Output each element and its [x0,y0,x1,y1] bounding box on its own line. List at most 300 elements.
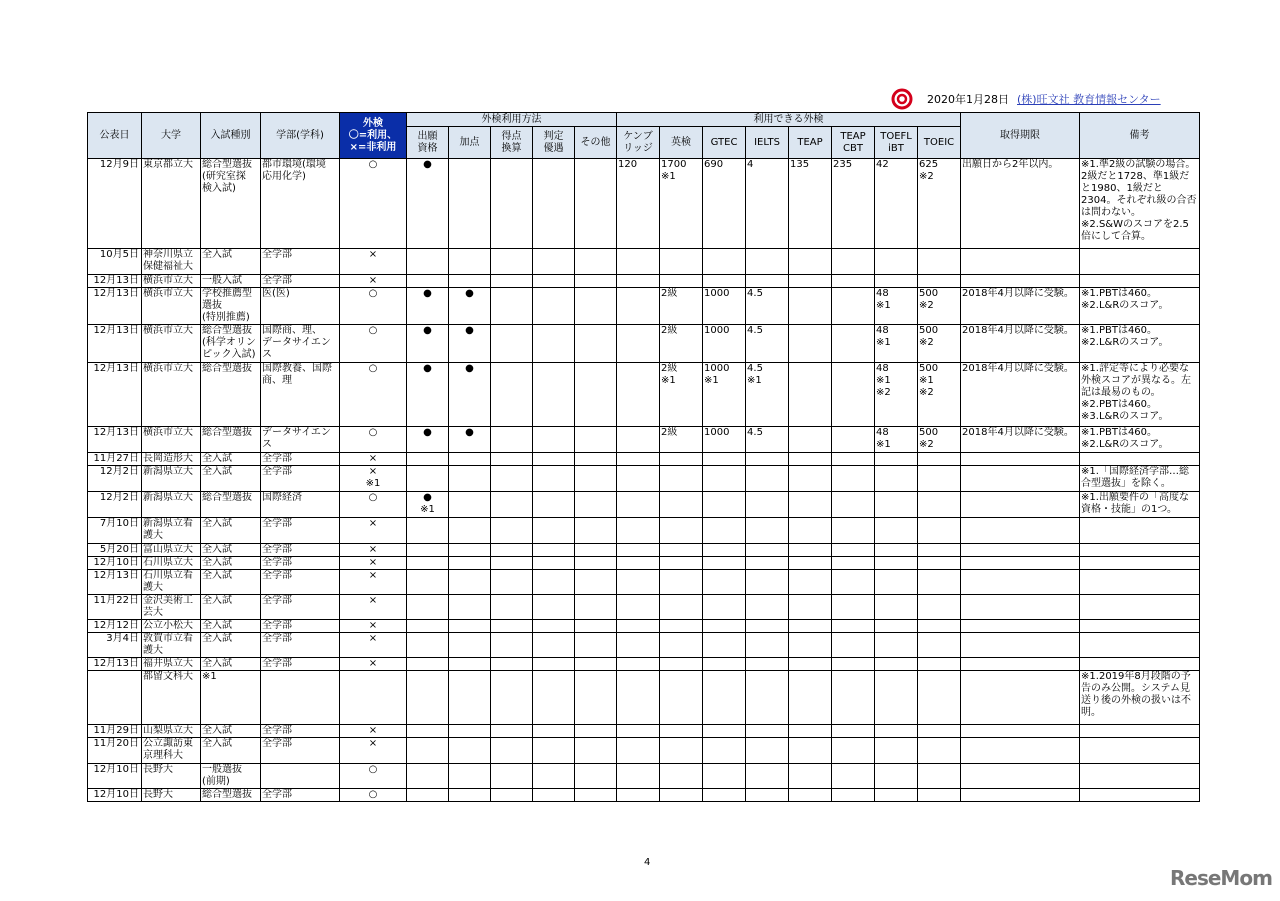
cell-test-score [789,453,832,466]
cell-method [407,620,449,633]
cell-test-score [789,671,832,725]
cell-test-score [703,658,746,671]
cell-test-score [832,738,875,764]
table-row [88,658,1200,671]
cell-test-score [660,544,703,557]
cell-test-score [789,658,832,671]
cell-period [961,275,1080,288]
cell-test-score: 500 ※2 [918,325,961,363]
cell-test-score [617,275,660,288]
cell-university: 長野大 [142,764,201,789]
cell-method [407,738,449,764]
cell-test-score [660,658,703,671]
cell-test-score [789,789,832,802]
cell-date: 10月5日 [88,249,142,275]
cell-method [449,275,491,288]
cell-exam-type: 全入試 [201,595,261,620]
cell-external-test-use: × [340,249,407,275]
cell-test-score [918,249,961,275]
cell-method [407,671,449,725]
cell-date: 12月10日 [88,557,142,570]
cell-date: 11月29日 [88,725,142,738]
cell-test-score [918,570,961,595]
table-row [88,275,1200,288]
cell-test-score [660,570,703,595]
table-row [88,738,1200,764]
cell-period [961,633,1080,658]
cell-method [575,789,617,802]
cell-method: ● [449,325,491,363]
cell-test-score: 625 ※2 [918,159,961,249]
cell-test-score [617,620,660,633]
cell-external-test-use: ○ [340,325,407,363]
cell-test-score [703,275,746,288]
cell-test-score: 1000 ※1 [703,363,746,427]
cell-method [533,671,575,725]
cell-method [491,620,533,633]
cell-test-score [832,275,875,288]
table-row [88,249,1200,275]
cell-period [961,544,1080,557]
cell-test-score [660,764,703,789]
cell-method [533,738,575,764]
cell-university: 東京都立大 [142,159,201,249]
table-row [88,557,1200,570]
cell-external-test-use: × [340,518,407,544]
cell-method [575,363,617,427]
cell-test-score [660,557,703,570]
cell-test-score [789,633,832,658]
cell-method [449,544,491,557]
cell-test-score [832,544,875,557]
cell-method [449,570,491,595]
cell-test-score [832,288,875,325]
publisher-link[interactable]: (株)旺文社 教育情報センター [1017,93,1161,106]
cell-test-score: 235 [832,159,875,249]
cell-date: 12月2日 [88,466,142,492]
cell-test-score [660,518,703,544]
cell-test-score [918,492,961,518]
cell-test-score [746,557,789,570]
cell-method: ● [407,363,449,427]
cell-department: 全学部 [261,738,340,764]
cell-method [575,492,617,518]
cell-period [961,518,1080,544]
cell-remarks [1080,518,1200,544]
cell-method [407,570,449,595]
cell-exam-type: 全入試 [201,466,261,492]
cell-department: データサイエン ス [261,427,340,453]
cell-test-score [703,725,746,738]
cell-test-score: 48 ※1 [875,288,918,325]
cell-exam-type: ※1 [201,671,261,725]
cell-exam-type: 一般入試 [201,275,261,288]
table-row [88,595,1200,620]
cell-test-score [875,249,918,275]
cell-exam-type: 総合型選抜 (研究室探 検入試) [201,159,261,249]
cell-test-score [789,275,832,288]
cell-test-score [918,633,961,658]
cell-external-test-use [340,671,407,725]
cell-department: 全学部 [261,249,340,275]
cell-test-score [875,671,918,725]
cell-method [575,159,617,249]
cell-test-score [617,658,660,671]
cell-method [533,453,575,466]
cell-test-score: 690 [703,159,746,249]
cell-test-score [746,658,789,671]
table-row [88,764,1200,789]
cell-test-score [746,620,789,633]
cell-exam-type: 一般選抜 (前期) [201,764,261,789]
cell-method [407,249,449,275]
cell-external-test-use: ○ [340,764,407,789]
cell-method [491,725,533,738]
cell-test-score [703,789,746,802]
cell-test-score [789,544,832,557]
cell-exam-type: 全入試 [201,570,261,595]
cell-test-score [789,492,832,518]
header-exam-type: 入試種別 [201,113,261,159]
cell-method [449,671,491,725]
cell-remarks [1080,633,1200,658]
table-row [88,620,1200,633]
cell-method [449,453,491,466]
cell-period [961,466,1080,492]
cell-test-score [660,453,703,466]
cell-test-score: 4.5 [746,288,789,325]
cell-method [533,557,575,570]
cell-method [491,738,533,764]
header-test-3: IELTS [746,127,789,159]
cell-date: 12月10日 [88,764,142,789]
cell-date: 12月13日 [88,325,142,363]
cell-test-score [832,249,875,275]
cell-test-score [746,249,789,275]
cell-method [533,249,575,275]
cell-test-score [703,492,746,518]
cell-test-score [660,725,703,738]
table-row [88,363,1200,427]
cell-test-score [875,764,918,789]
cell-university: 石川県立大 [142,557,201,570]
cell-date: 12月12日 [88,620,142,633]
cell-test-score: 2級 ※1 [660,363,703,427]
cell-method [407,633,449,658]
cell-test-score [918,764,961,789]
cell-exam-type: 総合型選抜 (科学オリン ピック入試) [201,325,261,363]
cell-exam-type: 全入試 [201,725,261,738]
cell-test-score [703,671,746,725]
cell-remarks: ※1.評定等により必要な外検スコアが異なる。左記は最易のもの。 ※2.PBTは460。 ※3.L&Rのスコア。 [1080,363,1200,427]
document-header [891,88,1161,110]
table-row [88,633,1200,658]
cell-test-score [832,570,875,595]
cell-test-score [918,671,961,725]
cell-test-score [617,789,660,802]
cell-test-score [703,620,746,633]
cell-test-score [703,557,746,570]
cell-method [575,570,617,595]
cell-method [449,557,491,570]
cell-test-score [832,427,875,453]
cell-date: 12月13日 [88,275,142,288]
header-test-6: TOEFL iBT [875,127,918,159]
cell-method: ● [449,288,491,325]
cell-method [533,764,575,789]
cell-university: 新潟県立大 [142,492,201,518]
table-row [88,671,1200,725]
cell-method [575,725,617,738]
cell-test-score: 48 ※1 ※2 [875,363,918,427]
cell-department: 全学部 [261,557,340,570]
header-period: 取得期限 [961,113,1080,159]
cell-test-score: 42 [875,159,918,249]
cell-test-score [703,249,746,275]
table-row [88,725,1200,738]
table-row [88,492,1200,518]
cell-method [533,789,575,802]
cell-test-score: 4.5 [746,427,789,453]
header-test-4: TEAP [789,127,832,159]
cell-test-score [918,518,961,544]
cell-test-score [660,492,703,518]
cell-test-score [746,466,789,492]
cell-period [961,249,1080,275]
cell-test-score: 4.5 ※1 [746,363,789,427]
cell-method [407,544,449,557]
cell-test-score [746,492,789,518]
cell-test-score: 2級 [660,288,703,325]
cell-date: 12月10日 [88,789,142,802]
cell-remarks [1080,544,1200,557]
cell-period [961,453,1080,466]
cell-date: 12月9日 [88,159,142,249]
cell-test-score [789,325,832,363]
cell-method [491,764,533,789]
cell-test-score [875,738,918,764]
cell-method [407,557,449,570]
cell-external-test-use: × [340,658,407,671]
cell-test-score: 1000 [703,427,746,453]
cell-university: 公立小松大 [142,620,201,633]
cell-test-score [875,275,918,288]
cell-remarks: ※1.PBTは460。 ※2.L&Rのスコア。 [1080,325,1200,363]
cell-test-score: 48 ※1 [875,427,918,453]
cell-date: 11月22日 [88,595,142,620]
cell-university: 新潟県立看 護大 [142,518,201,544]
cell-department: 医(医) [261,288,340,325]
table-row [88,325,1200,363]
table-row [88,570,1200,595]
cell-test-score [918,620,961,633]
cell-period [961,789,1080,802]
cell-method [575,275,617,288]
cell-method [407,595,449,620]
cell-method [449,633,491,658]
cell-test-score [660,466,703,492]
cell-test-score [875,620,918,633]
cell-remarks [1080,764,1200,789]
cell-method [491,453,533,466]
cell-test-score [660,789,703,802]
cell-remarks [1080,557,1200,570]
cell-test-score [832,492,875,518]
cell-university: 石川県立看 護大 [142,570,201,595]
table-row [88,453,1200,466]
cell-exam-type: 全入試 [201,518,261,544]
cell-test-score [875,557,918,570]
cell-external-test-use: ○ [340,288,407,325]
header-tests-group: 利用できる外検 [617,113,961,127]
cell-test-score [746,671,789,725]
cell-method [449,492,491,518]
cell-exam-type: 全入試 [201,633,261,658]
cell-method: ● [449,363,491,427]
cell-method [449,658,491,671]
cell-remarks [1080,275,1200,288]
cell-university: 敦賀市立看 護大 [142,633,201,658]
cell-method [533,275,575,288]
cell-test-score: 500 ※1 ※2 [918,363,961,427]
cell-test-score [789,620,832,633]
cell-university: 富山県立大 [142,544,201,557]
cell-remarks [1080,595,1200,620]
cell-remarks [1080,725,1200,738]
cell-test-score [617,427,660,453]
cell-test-score [918,453,961,466]
cell-test-score: 1000 [703,325,746,363]
cell-exam-type: 全入試 [201,544,261,557]
cell-test-score [617,738,660,764]
cell-test-score [789,288,832,325]
cell-department: 都市環境(環境 応用化学) [261,159,340,249]
cell-exam-type: 全入試 [201,453,261,466]
cell-test-score [832,671,875,725]
cell-method [491,595,533,620]
cell-method [491,427,533,453]
cell-external-test-use: × [340,570,407,595]
cell-test-score [660,633,703,658]
cell-external-test-use: ○ [340,159,407,249]
cell-period: 出願日から2年以内。 [961,159,1080,249]
cell-method [575,325,617,363]
cell-test-score: 48 ※1 [875,325,918,363]
cell-test-score [789,738,832,764]
cell-method [491,518,533,544]
cell-method [449,518,491,544]
cell-test-score [617,249,660,275]
cell-test-score [789,249,832,275]
cell-test-score [832,557,875,570]
cell-exam-type: 総合型選抜 [201,363,261,427]
header-method-0: 出願 資格 [407,127,449,159]
cell-external-test-use: ○ [340,427,407,453]
cell-test-score [875,453,918,466]
cell-university: 公立諏訪東 京理科大 [142,738,201,764]
cell-method [575,288,617,325]
cell-remarks: ※1.出願要件の「高度な資格・技能」の1つ。 [1080,492,1200,518]
cell-test-score [617,595,660,620]
cell-method [407,518,449,544]
cell-method [575,557,617,570]
cell-department: 全学部 [261,725,340,738]
header-method-3: 判定 優遇 [533,127,575,159]
header-method-2: 得点 換算 [491,127,533,159]
cell-method: ● ※1 [407,492,449,518]
cell-method [449,738,491,764]
table-row [88,466,1200,492]
cell-test-score [660,671,703,725]
cell-remarks [1080,620,1200,633]
cell-method [533,492,575,518]
cell-date: 5月20日 [88,544,142,557]
cell-university: 横浜市立大 [142,427,201,453]
cell-period: 2018年4月以降に受験。 [961,288,1080,325]
cell-method [491,789,533,802]
cell-method [575,427,617,453]
cell-test-score: 2級 [660,325,703,363]
cell-method [533,363,575,427]
cell-method [449,789,491,802]
cell-department: 全学部 [261,518,340,544]
cell-date: 3月4日 [88,633,142,658]
cell-method: ● [407,288,449,325]
cell-method [575,738,617,764]
cell-test-score [617,764,660,789]
cell-test-score [746,453,789,466]
cell-test-score [918,725,961,738]
table-row [88,518,1200,544]
cell-method: ● [449,427,491,453]
exam-table [87,112,1200,802]
cell-method [533,725,575,738]
cell-department: 全学部 [261,789,340,802]
cell-external-test-use: × [340,544,407,557]
cell-test-score [617,544,660,557]
cell-date: 12月13日 [88,570,142,595]
cell-test-score [789,764,832,789]
cell-test-score [703,570,746,595]
cell-test-score [789,595,832,620]
cell-department: 全学部 [261,633,340,658]
cell-university: 横浜市立大 [142,363,201,427]
cell-method [533,570,575,595]
cell-test-score [832,633,875,658]
cell-test-score [617,633,660,658]
cell-test-score [617,325,660,363]
header-test-0: ケンブ リッジ [617,127,660,159]
cell-period [961,620,1080,633]
cell-method [407,275,449,288]
cell-test-score [832,518,875,544]
cell-test-score: 135 [789,159,832,249]
cell-remarks [1080,249,1200,275]
cell-department: 全学部 [261,466,340,492]
cell-external-test-use: × [340,738,407,764]
cell-method [533,658,575,671]
cell-test-score [660,595,703,620]
cell-test-score [789,518,832,544]
cell-method [575,544,617,557]
cell-period [961,764,1080,789]
cell-test-score [918,466,961,492]
header-test-1: 英検 [660,127,703,159]
cell-method [491,159,533,249]
cell-date: 7月10日 [88,518,142,544]
cell-department: 全学部 [261,544,340,557]
cell-method [533,466,575,492]
